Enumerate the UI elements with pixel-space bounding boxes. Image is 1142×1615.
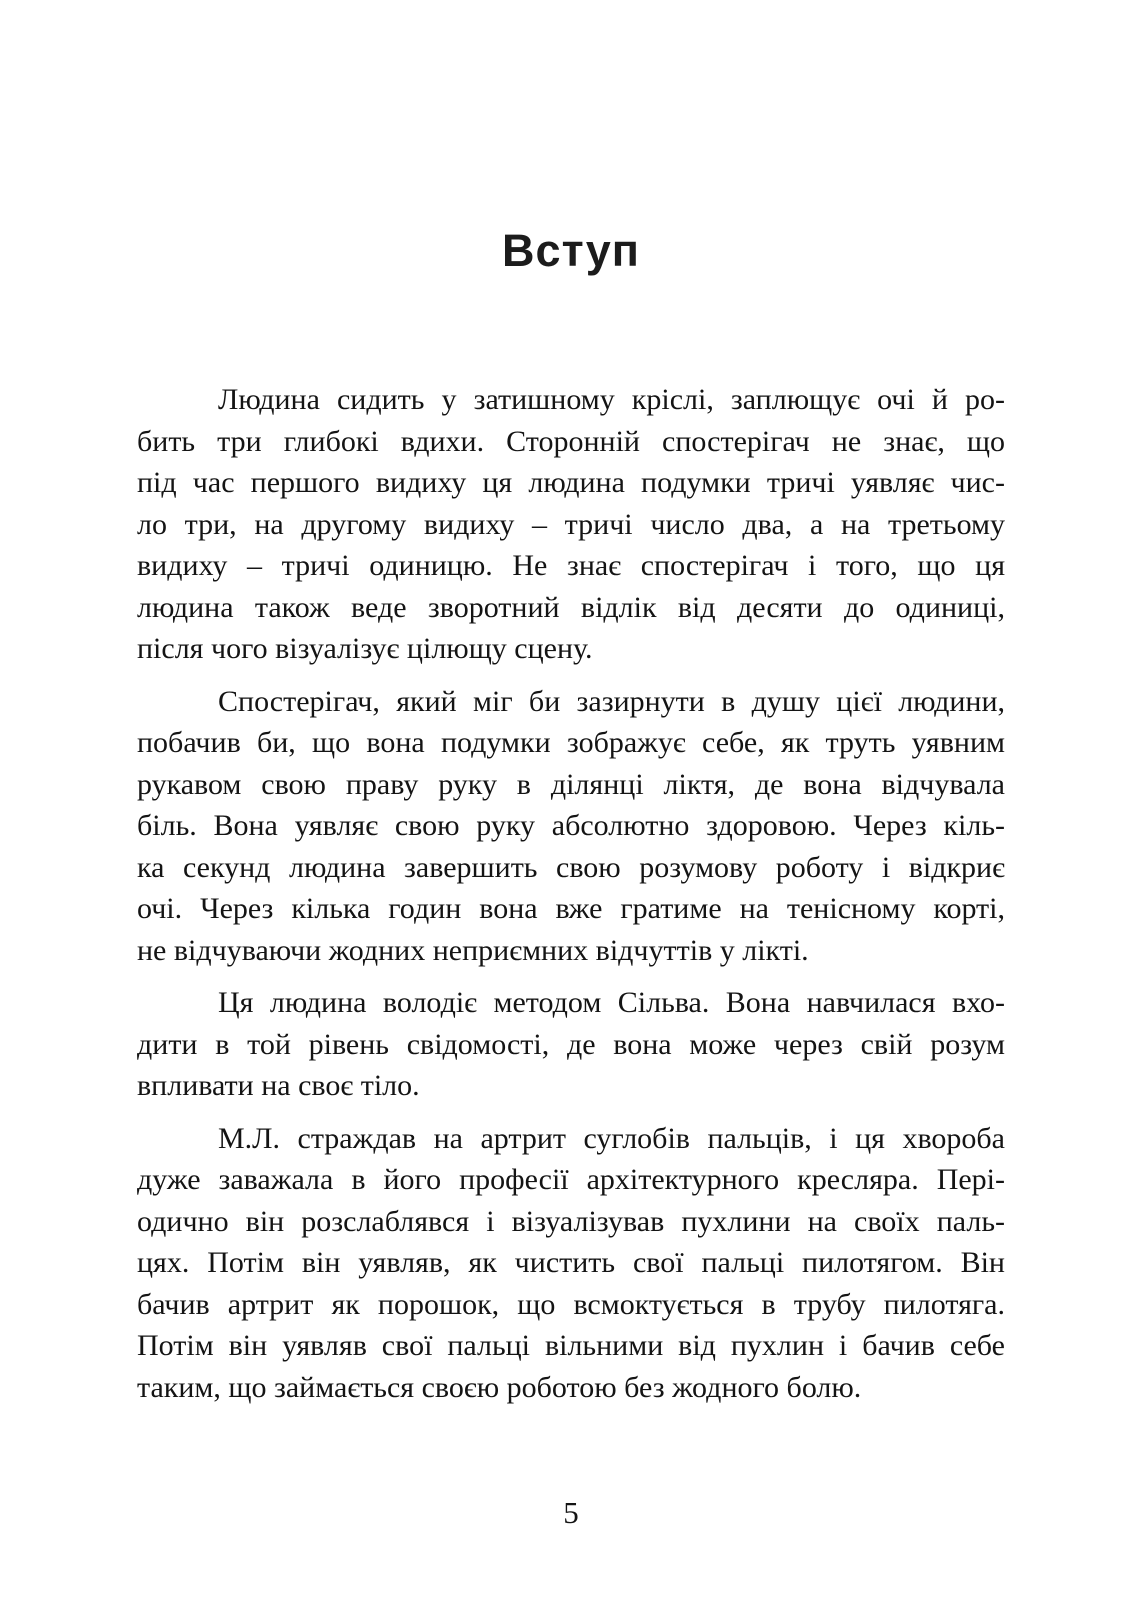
paragraph <box>137 379 1005 670</box>
text-line: таким, що займається своєю роботою без жодного болю. <box>137 1370 862 1404</box>
text-line: Потім він уявляв свої пальці вільними від пухлин і бачив себе <box>137 1329 1005 1362</box>
text-line: під час першого видиху ця людина подумки тричі уявляє чис- <box>137 466 1005 499</box>
text-line: одично він розслаблявся і візуалізував пухлини на своїх паль- <box>137 1204 1005 1238</box>
text-line: бачив артрит як порошок, що всмоктується в трубу пилотяга. <box>137 1287 1005 1321</box>
text-line: після чого візуалізує цілющу сцену. <box>137 632 593 665</box>
text-line: видиху – тричі одиницю. Не знає спостерігач і того, що ця <box>137 549 1005 582</box>
text-line: Спостерігач, який міг би зазирнути в душу цієї людини, <box>218 684 1005 718</box>
text-line: Ця людина володіє методом Сільва. Вона навчилася вхо- <box>218 986 1005 1019</box>
text-line: М.Л. страждав на артрит суглобів пальців, і ця хвороба <box>218 1121 1005 1155</box>
paragraph <box>137 982 1005 1107</box>
text-line: очі. Через кілька годин вона вже гратиме на тенісному корті, <box>137 892 1005 925</box>
text-line: людина також веде зворотний відлік від десяти до одиниці, <box>137 590 1005 624</box>
paragraph <box>137 1118 1005 1409</box>
text-line: рукавом свою праву руку в ділянці ліктя, де вона відчувала <box>137 767 1005 801</box>
text-line: дуже заважала в його професії архітектурного кресляра. Пері- <box>137 1163 1005 1196</box>
text-line: впливати на своє тіло. <box>137 1069 420 1102</box>
text-line: Людина сидить у затишному кріслі, заплющує очі й ро- <box>218 383 1005 416</box>
paragraph <box>137 681 1005 972</box>
text-line: біль. Вона уявляє свою руку абсолютно здоровою. Через кіль- <box>137 809 1005 842</box>
page-number: 5 <box>563 1495 579 1530</box>
text-line: не відчуваючи жодних неприємних відчуттів у лікті. <box>137 933 809 967</box>
text-line: побачив би, що вона подумки зображує себе, як труть уявним <box>137 726 1005 759</box>
text-line: бить три глибокі вдихи. Сторонній спостерігач не знає, що <box>137 424 1005 458</box>
text-line: ло три, на другому видиху – тричі число два, а на третьому <box>137 507 1005 541</box>
text-line: цях. Потім він уявляв, як чистить свої пальці пилотягом. Він <box>137 1246 1005 1279</box>
text-line: ка секунд людина завершить свою розумову роботу і відкриє <box>137 850 1005 884</box>
page-title: Вступ <box>502 225 640 277</box>
text-line: дити в той рівень свідомості, де вона може через свій розум <box>137 1027 1005 1061</box>
body-text <box>137 379 1005 1419</box>
